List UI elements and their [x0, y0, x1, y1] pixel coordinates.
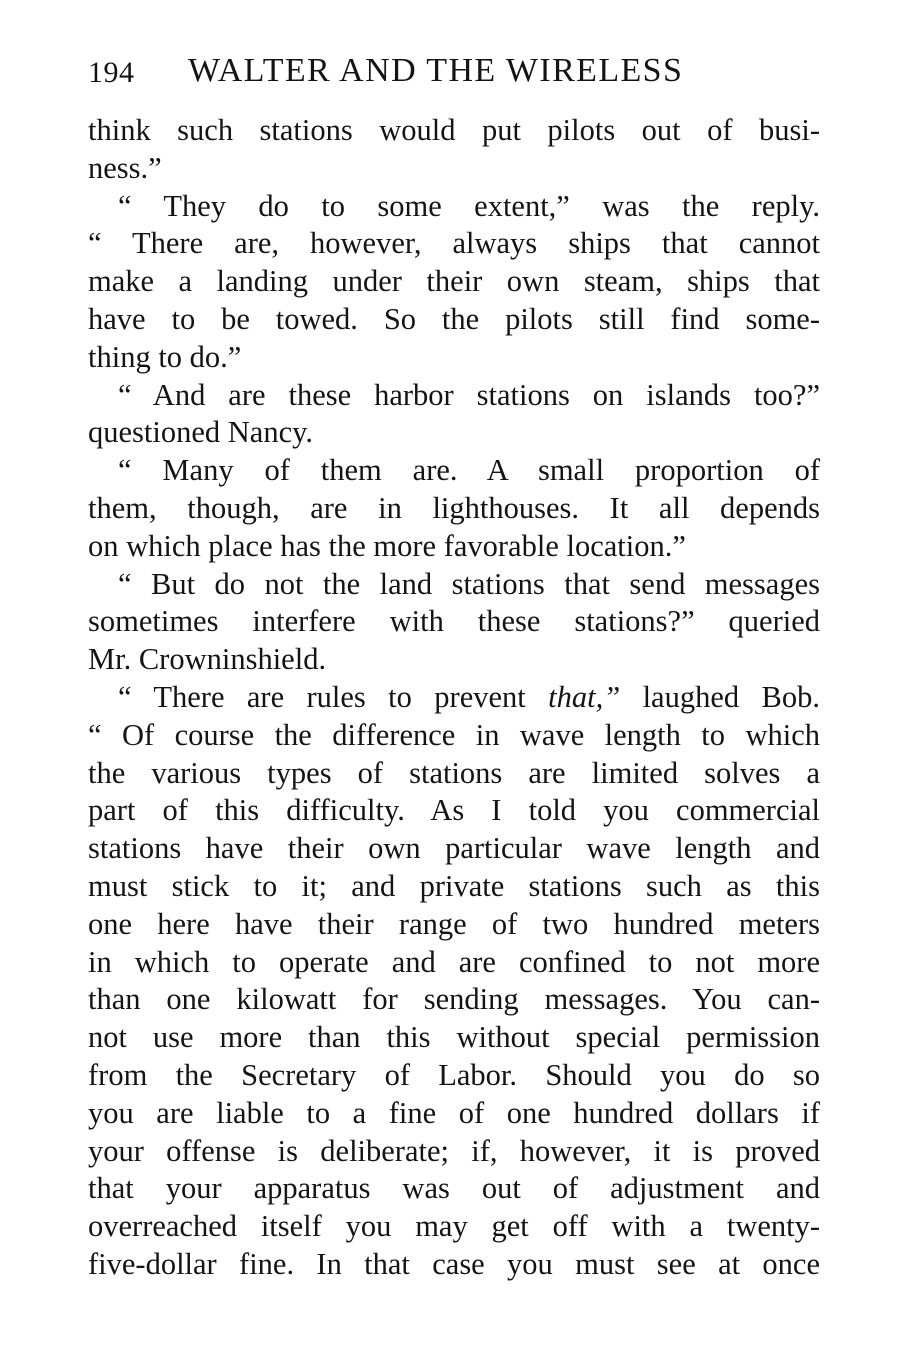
text-line: from the Secretary of Labor. Should you do so: [88, 1057, 820, 1092]
text-line: you are liable to a fine of one hundred dollars if: [88, 1095, 820, 1130]
running-title: WALTER AND THE WIRELESS: [188, 52, 684, 89]
text-line: “ Many of them are. A small proportion of: [118, 453, 820, 488]
text-line: “ And are these harbor stations on islands too?”: [118, 377, 820, 412]
text-line: not use more than this without special permission: [88, 1020, 820, 1055]
text-line: have to be towed. So the pilots still find some-: [88, 301, 820, 336]
text-line: overreached itself you may get off with a twenty-: [88, 1209, 820, 1244]
text-line: one here have their range of two hundred meters: [88, 906, 820, 941]
text-line: the various types of stations are limited solves a: [88, 755, 820, 790]
page-number: 194: [88, 56, 135, 89]
text-segment: “ There are rules to prevent: [118, 679, 549, 714]
text-line: five-dollar fine. In that case you must see at once: [88, 1246, 820, 1281]
text-line: part of this difficulty. As I told you commercial: [88, 793, 820, 828]
body-text: [88, 112, 820, 1284]
text-line: ness.”: [88, 150, 162, 185]
text-line: on which place has the more favorable location.”: [88, 528, 686, 563]
text-line: your offense is deliberate; if, however, it is proved: [88, 1133, 820, 1168]
italic-emphasis: that,”: [548, 679, 621, 714]
text-line: stations have their own particular wave length and: [88, 831, 820, 866]
text-line: “ Of course the difference in wave length to which: [88, 717, 820, 752]
text-line: thing to do.”: [88, 339, 242, 374]
text-line: questioned Nancy.: [88, 415, 314, 450]
text-line: “ They do to some extent,” was the reply.: [118, 188, 820, 223]
text-line: in which to operate and are confined to not more: [88, 944, 820, 979]
text-line: [88, 679, 820, 717]
text-segment: laughed Bob.: [620, 679, 820, 714]
text-line: than one kilowatt for sending messages. You can-: [88, 982, 820, 1017]
text-line: “ But do not the land stations that send messages: [118, 566, 820, 601]
text-line: must stick to it; and private stations such as this: [88, 868, 820, 903]
text-line: Mr. Crowninshield.: [88, 642, 327, 677]
page-header: [88, 52, 828, 100]
text-line: “ There are, however, always ships that cannot: [88, 226, 820, 261]
text-line: that your apparatus was out of adjustment and: [88, 1171, 820, 1206]
text-line: sometimes interfere with these stations?” queried: [88, 604, 820, 639]
text-line: think such stations would put pilots out of busi-: [88, 113, 820, 147]
text-line: them, though, are in lighthouses. It all depends: [88, 490, 820, 525]
text-line: make a landing under their own steam, ships that: [88, 264, 820, 299]
